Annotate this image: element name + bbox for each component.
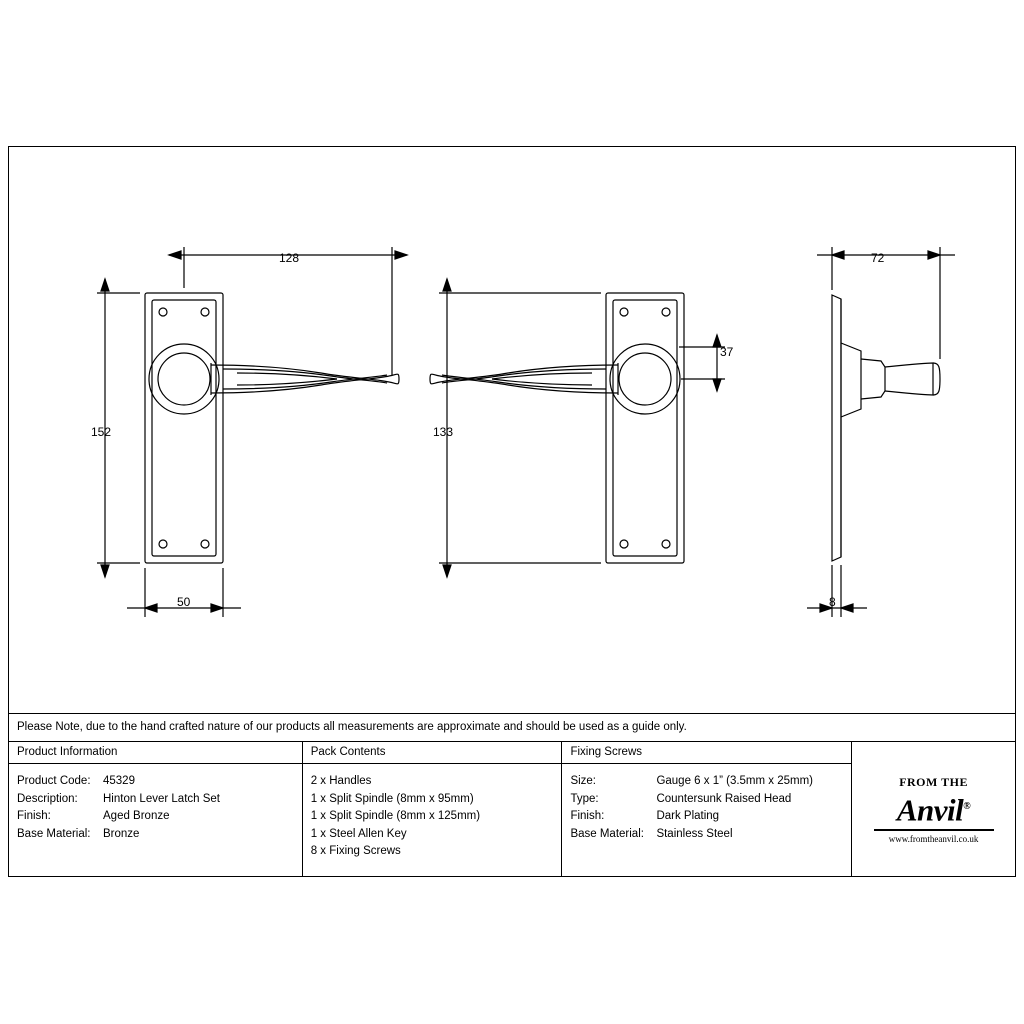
- list-item: 2 x Handles: [310, 775, 372, 787]
- logo-wordmark-text: Anvil: [896, 792, 964, 828]
- table-row: [570, 791, 843, 809]
- screw-type-value: Countersunk Raised Head: [656, 792, 792, 805]
- finish-label: Finish:: [17, 810, 51, 822]
- screw-base-material-label: Base Material:: [570, 827, 644, 840]
- dimension-label-50: 50: [177, 595, 191, 609]
- product-code-label: Product Code:: [17, 775, 91, 787]
- info-tables: [9, 741, 1015, 877]
- screw-size-label: Size:: [570, 775, 597, 787]
- table-row: [17, 791, 294, 809]
- product-code-value: 45329: [103, 775, 135, 787]
- table-row: [570, 826, 843, 844]
- table-row: [570, 808, 843, 826]
- registered-trademark-icon: ®: [963, 800, 971, 812]
- fixing-screws-column: [562, 742, 852, 877]
- table-row: [17, 826, 294, 844]
- table-row: [17, 808, 294, 826]
- logo-divider: [874, 829, 994, 831]
- fixing-screws-header: Fixing Screws: [562, 742, 851, 764]
- dimension-label-128: 128: [279, 251, 300, 265]
- drawing-svg: [9, 147, 1015, 713]
- screw-type-label: Type:: [570, 792, 599, 805]
- list-item: 8 x Fixing Screws: [310, 845, 401, 857]
- finish-value: Aged Bronze: [103, 810, 170, 822]
- product-information-header: Product Information: [9, 742, 302, 764]
- measurement-note-text: Please Note, due to the hand crafted nature of our products all measurements are approximate and should be used as a guide only.: [17, 721, 687, 733]
- table-row: [570, 773, 843, 791]
- list-item: 1 x Split Spindle (8mm x 95mm): [310, 792, 474, 805]
- list-item: 1 x Steel Allen Key: [310, 827, 407, 840]
- description-value: Hinton Lever Latch Set: [103, 792, 220, 805]
- logo-website: www.fromtheanvil.co.uk: [888, 834, 979, 845]
- product-information-column: [9, 742, 303, 877]
- base-material-value: Bronze: [103, 827, 140, 840]
- dimension-label-152: 152: [91, 425, 112, 439]
- drawing-sheet: [8, 146, 1016, 877]
- list-item: 1 x Split Spindle (8mm x 125mm): [310, 810, 481, 822]
- logo-line-from-the: FROM THE: [899, 774, 968, 789]
- screw-size-value: Gauge 6 x 1” (3.5mm x 25mm): [656, 775, 814, 787]
- description-label: Description:: [17, 792, 78, 805]
- base-material-label: Base Material:: [17, 827, 91, 840]
- dimension-label-72: 72: [871, 251, 885, 265]
- dimension-label-133: 133: [433, 425, 454, 439]
- pack-contents-header: Pack Contents: [303, 742, 562, 764]
- screw-base-material-value: Stainless Steel: [656, 827, 733, 840]
- brand-logo: [852, 742, 1015, 877]
- measurement-note: [9, 713, 1015, 741]
- technical-drawing: [9, 147, 1015, 713]
- screw-finish-value: Dark Plating: [656, 810, 720, 822]
- screw-finish-label: Finish:: [570, 810, 605, 822]
- dimension-label-37: 37: [720, 345, 734, 359]
- dimension-label-8: 8: [829, 595, 836, 609]
- table-row: [17, 773, 294, 791]
- logo-wordmark: [897, 790, 970, 827]
- pack-contents-column: [303, 742, 563, 877]
